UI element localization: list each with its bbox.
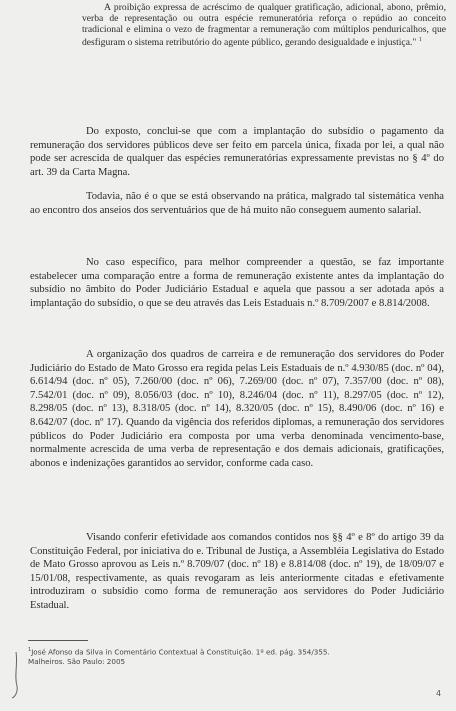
paragraph-comparison: No caso específico, para melhor compreender a questão, se faz importante estabelecer uma comparação entre a forma de remuneração existente antes da implantação do subsídio no âmbito do Poder Judiciário Estadual e aquela que passou a ser adotada após a implantação do subsídio, o que se deu através das Leis Estaduais n.º 8.709/2007 e 8.814/2008. [30,257,444,309]
paragraph-subsidy-laws: Visando conferir efetividade aos comandos contidos nos §§ 4º e 8º do artigo 39 da Constituição Federal, por iniciativa do e. Tribunal de Justiça, a Assembléia Legislativa do Estado de Mato Grosso aprovou as Leis n.º 8.709/07 (doc. nº 18) e 8.814/08 (doc. nº 19), de 18/09/07 e 15/01/08, respectivamente, as quais revogaram as leis anteriormente citadas e efetivamente introduziram o subsídio como forma de remuneração aos servidores do Poder Judiciário Estadual. [30,532,444,611]
quote-footnote-ref: 1 [418,37,422,43]
paragraph-todavia: Todavia, não é o que se está observando na prática, malgrado tal sistemática venha ao encontro dos anseios dos serventuários que de há muito não conseguem aumento salarial. [30,191,444,216]
footnote [28,645,368,667]
paragraph-conclusion: Do exposto, conclui-se que com a implantação do subsídio o pagamento da remuneração dos servidores públicos deve ser feito em parcela única, fixada por lei, a qual não pode ser acrescida de qualquer das espécies remuneratórias expressamente previstas no § 4º do art. 39 da Carta Magna. [30,126,444,178]
footnote-text: José Afonso da Silva in Comentário Contextual à Constituição. 1º ed. pág. 354/355. Malheiros. São Paulo: 2005 [28,647,330,667]
page-number: 4 [436,689,442,698]
quote-text: A proibição expressa de acréscimo de qualquer gratificação, adicional, abono, prêmio, verba de representação ou outra espécie remuneratória reforça o repúdio ao conceito tradicional e elimina o vezo de fragmentar a remuneração com múltiplos penduricalhos, que desfiguram o sistema retributório do agente público, gerando desigualdade e injustiça." [82,2,446,49]
footnote-separator [28,640,88,641]
block-quote [82,2,446,48]
footnote-marker: 1 [28,647,32,653]
handwritten-margin-mark [10,650,24,700]
paragraph-career-laws: A organização dos quadros de carreira e de remuneração dos servidores do Poder Judiciário do Estado de Mato Grosso era regida pelas Leis Estaduais de n.º 4.930/85 (doc. nº 04), 6.614/94 (doc. nº 05), 7.260/00 (doc. nº 06), 7.269/00 (doc. nº 07), 7.357/00 (doc. nº 08), 7.542/01 (doc. nº 09), 8.056/03 (doc. nº 10), 8.246/04 (doc. nº 11), 8.297/05 (doc. nº 12), 8.298/05 (doc. nº 13), 8.318/05 (doc. nº 14), 8.320/05 (doc. nº 15), 8.490/06 (doc. nº 16) e 8.642/07 (doc. nº 17). Quando da vigência dos referidos diplomas, a remuneração dos servidores públicos do Poder Judiciário era composta por uma verba denominada vencimento-base, normalmente acrescida de uma verba de representação e dos demais adicionais, gratificações, abonos e indenizações garantidos ao servidor, conforme cada caso. [30,349,444,469]
